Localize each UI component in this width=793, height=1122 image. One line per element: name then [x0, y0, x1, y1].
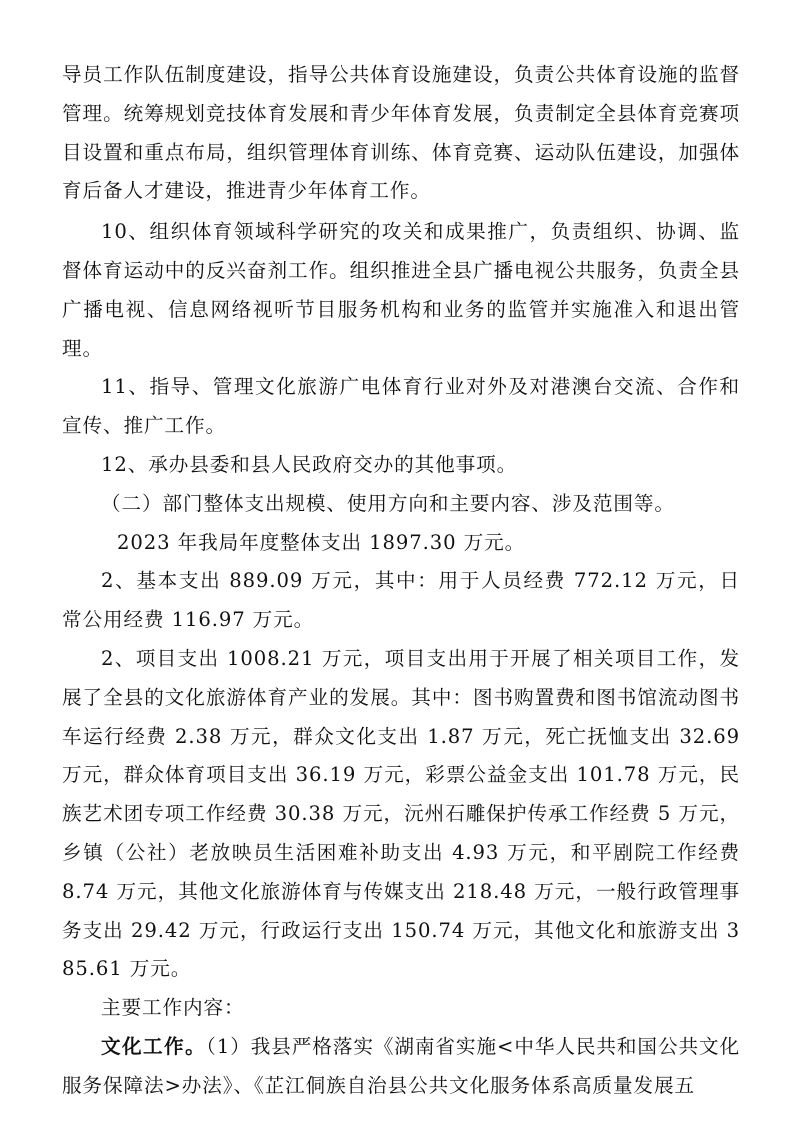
paragraph-total-expenditure: 2023 年我局年度整体支出 1897.30 万元。 — [117, 530, 526, 554]
paragraph-culture-work — [62, 1028, 740, 1106]
paragraph-item-11: 11、指导、管理文化旅游广电体育行业对外及对港澳台交流、合作和宣传、推广工作。 — [62, 375, 740, 438]
paragraph-item-12: 12、承办县委和县人民政府交办的其他事项。 — [101, 452, 518, 476]
section-heading-expenditure: （二）部门整体支出规模、使用方向和主要内容、涉及范围等。 — [101, 491, 675, 515]
paragraph-item-10: 10、组织体育领域科学研究的攻关和成果推广，负责组织、协调、监督体育运动中的反兴奋剂工作。组织推进全县广播电视公共服务，负责全县广播电视、信息网络视听节目服务机构和业务的监管并实施准入和退出管理。 — [62, 220, 740, 360]
paragraph-duties-continued: 导员工作队伍制度建设，指导公共体育设施建设，负责公共体育设施的监督管理。统筹规划竞技体育发展和青少年体育发展，负责制定全县体育竞赛项目设置和重点布局，组织管理体育训练、体育竞赛、运动队伍建设，加强体育后备人才建设，推进青少年体育工作。 — [62, 63, 740, 203]
paragraph-basic-expenditure: 2、基本支出 889.09 万元，其中：用于人员经费 772.12 万元，日常公用经费 116.97 万元。 — [62, 569, 740, 632]
culture-work-text: （1）我县严格落实《湖南省实施<中华人民共和国公共文化服务保障法>办法》、《芷江侗族自治县公共文化服务体系高质量发展五 — [62, 1034, 741, 1097]
document-page — [62, 56, 740, 1106]
paragraph-main-work-heading: 主要工作内容： — [101, 996, 245, 1020]
culture-work-label: 文化工作。 — [101, 1034, 207, 1058]
paragraph-project-expenditure: 2、项目支出 1008.21 万元，项目支出用于开展了相关项目工作，发展了全县的文化旅游体育产业的发展。其中：图书购置费和图书馆流动图书车运行经费 2.38 万元，群众文化支出 1.87 万元，死亡抚恤支出 32.69 万元，群众体育项目支出 36.19 万元，彩票公益金支出 101.78 万元，民族艺术团专项工作经费 30.38 万元，沅州石雕保护传承工作经费 5 万元，乡镇（公社）老放映员生活困难补助支出 4.93 万元，和平剧院工作经费 8.74 万元，其他文化旅游体育与传媒支出 218.48 万元，一般行政管理事务支出 29.42 万元，行政运行支出 150.74 万元，其他文化和旅游支出 385.61 万元。 — [62, 646, 740, 981]
